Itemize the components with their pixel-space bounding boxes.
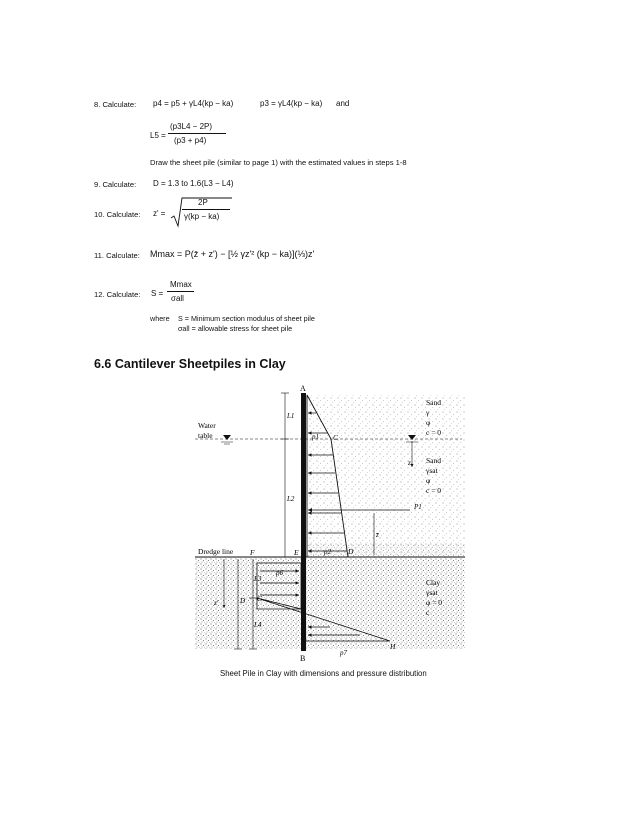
label-D-dimension: D	[240, 597, 246, 605]
label-sand-lower: Sand	[426, 456, 441, 465]
label-L2: L2	[287, 495, 295, 503]
label-B: B	[300, 654, 306, 663]
step-12-fraction-bar	[167, 291, 194, 292]
step-8-equation-p4: p4 = p5 + γL4(kp − ka)	[153, 99, 234, 108]
label-clay: Clay	[426, 578, 441, 587]
label-G: G	[257, 594, 263, 603]
label-L4: L4	[254, 621, 262, 629]
label-gamma-top: γ	[426, 408, 430, 417]
label-F: F	[250, 548, 255, 557]
label-A: A	[300, 384, 306, 393]
label-P1: P1	[414, 503, 422, 511]
step-10-label: 10. Calculate:	[94, 210, 141, 219]
l5-fraction-bar	[168, 133, 226, 134]
l5-numerator: (p3L4 − 2P)	[170, 122, 213, 131]
label-phi-top: φ	[426, 418, 431, 427]
label-c-top: c = 0	[426, 428, 442, 437]
label-C: C	[333, 433, 339, 442]
step-8-label: 8. Calculate:	[94, 100, 137, 109]
step-10-denominator: γ(kp − ka)	[184, 212, 220, 221]
step-9-label: 9. Calculate:	[94, 180, 137, 189]
step-12-denominator: σall	[171, 294, 184, 303]
label-phi-lower: φ	[426, 476, 431, 485]
label-E: E	[294, 548, 299, 557]
label-p7: p7	[340, 649, 347, 657]
figure-caption: Sheet Pile in Clay with dimensions and pressure distribution	[220, 669, 427, 678]
label-zprime: z'	[214, 599, 219, 607]
l5-lhs: L5 =	[150, 131, 166, 140]
label-zbar: z̄	[376, 531, 379, 539]
label-c-clay: c	[426, 608, 430, 617]
step-12-lhs: S =	[151, 289, 164, 298]
where-s-definition: S = Minimum section modulus of sheet pile	[178, 314, 315, 323]
section-heading: 6.6 Cantilever Sheetpiles in Clay	[94, 357, 286, 371]
step-9-equation: D = 1.3 to 1.6(L3 − L4)	[153, 179, 234, 188]
label-c-lower: c = 0	[426, 486, 442, 495]
step-10-lhs: z' =	[153, 209, 166, 218]
label-gamma-lower: γsat	[426, 466, 438, 475]
step-12-numerator: Mmax	[170, 280, 192, 289]
label-L3: L3	[254, 575, 262, 583]
step-11-label: 11. Calculate:	[94, 251, 140, 260]
water-table-symbol	[221, 435, 233, 444]
where-label: where	[150, 314, 170, 323]
where-sigma-definition: σall = allowable stress for sheet pile	[178, 324, 293, 333]
step-8-note: Draw the sheet pile (similar to page 1) with the estimated values in steps 1-8	[150, 158, 407, 167]
label-p2: p2	[324, 548, 331, 556]
label-table: table	[198, 431, 213, 440]
step-8-connector: and	[336, 99, 350, 108]
label-dredge-line: Dredge line	[198, 547, 234, 556]
label-phi-clay: φ = 0	[426, 598, 443, 607]
step-10-numerator: 2P	[198, 198, 208, 207]
label-z: z	[408, 459, 411, 467]
label-gamma-clay: γsat	[426, 588, 438, 597]
step-12-label: 12. Calculate:	[94, 290, 141, 299]
label-p6: p6	[276, 569, 283, 577]
label-sand-top: Sand	[426, 398, 441, 407]
step-10-fraction-bar	[182, 209, 230, 210]
sheet-pile-clay-diagram	[190, 383, 475, 663]
label-water: Water	[198, 421, 216, 430]
l5-denominator: (p3 + p4)	[174, 136, 207, 145]
label-D: D	[348, 547, 354, 556]
label-p1: p1	[312, 433, 319, 441]
step-11-equation: Mmax = P(z̄ + z') − [½ γz'² (kp − ka)](⅓)z'	[150, 249, 315, 259]
step-8-equation-p3: p3 = γL4(kp − ka)	[260, 99, 323, 108]
label-H: H	[390, 642, 396, 651]
label-L1: L1	[287, 412, 295, 420]
